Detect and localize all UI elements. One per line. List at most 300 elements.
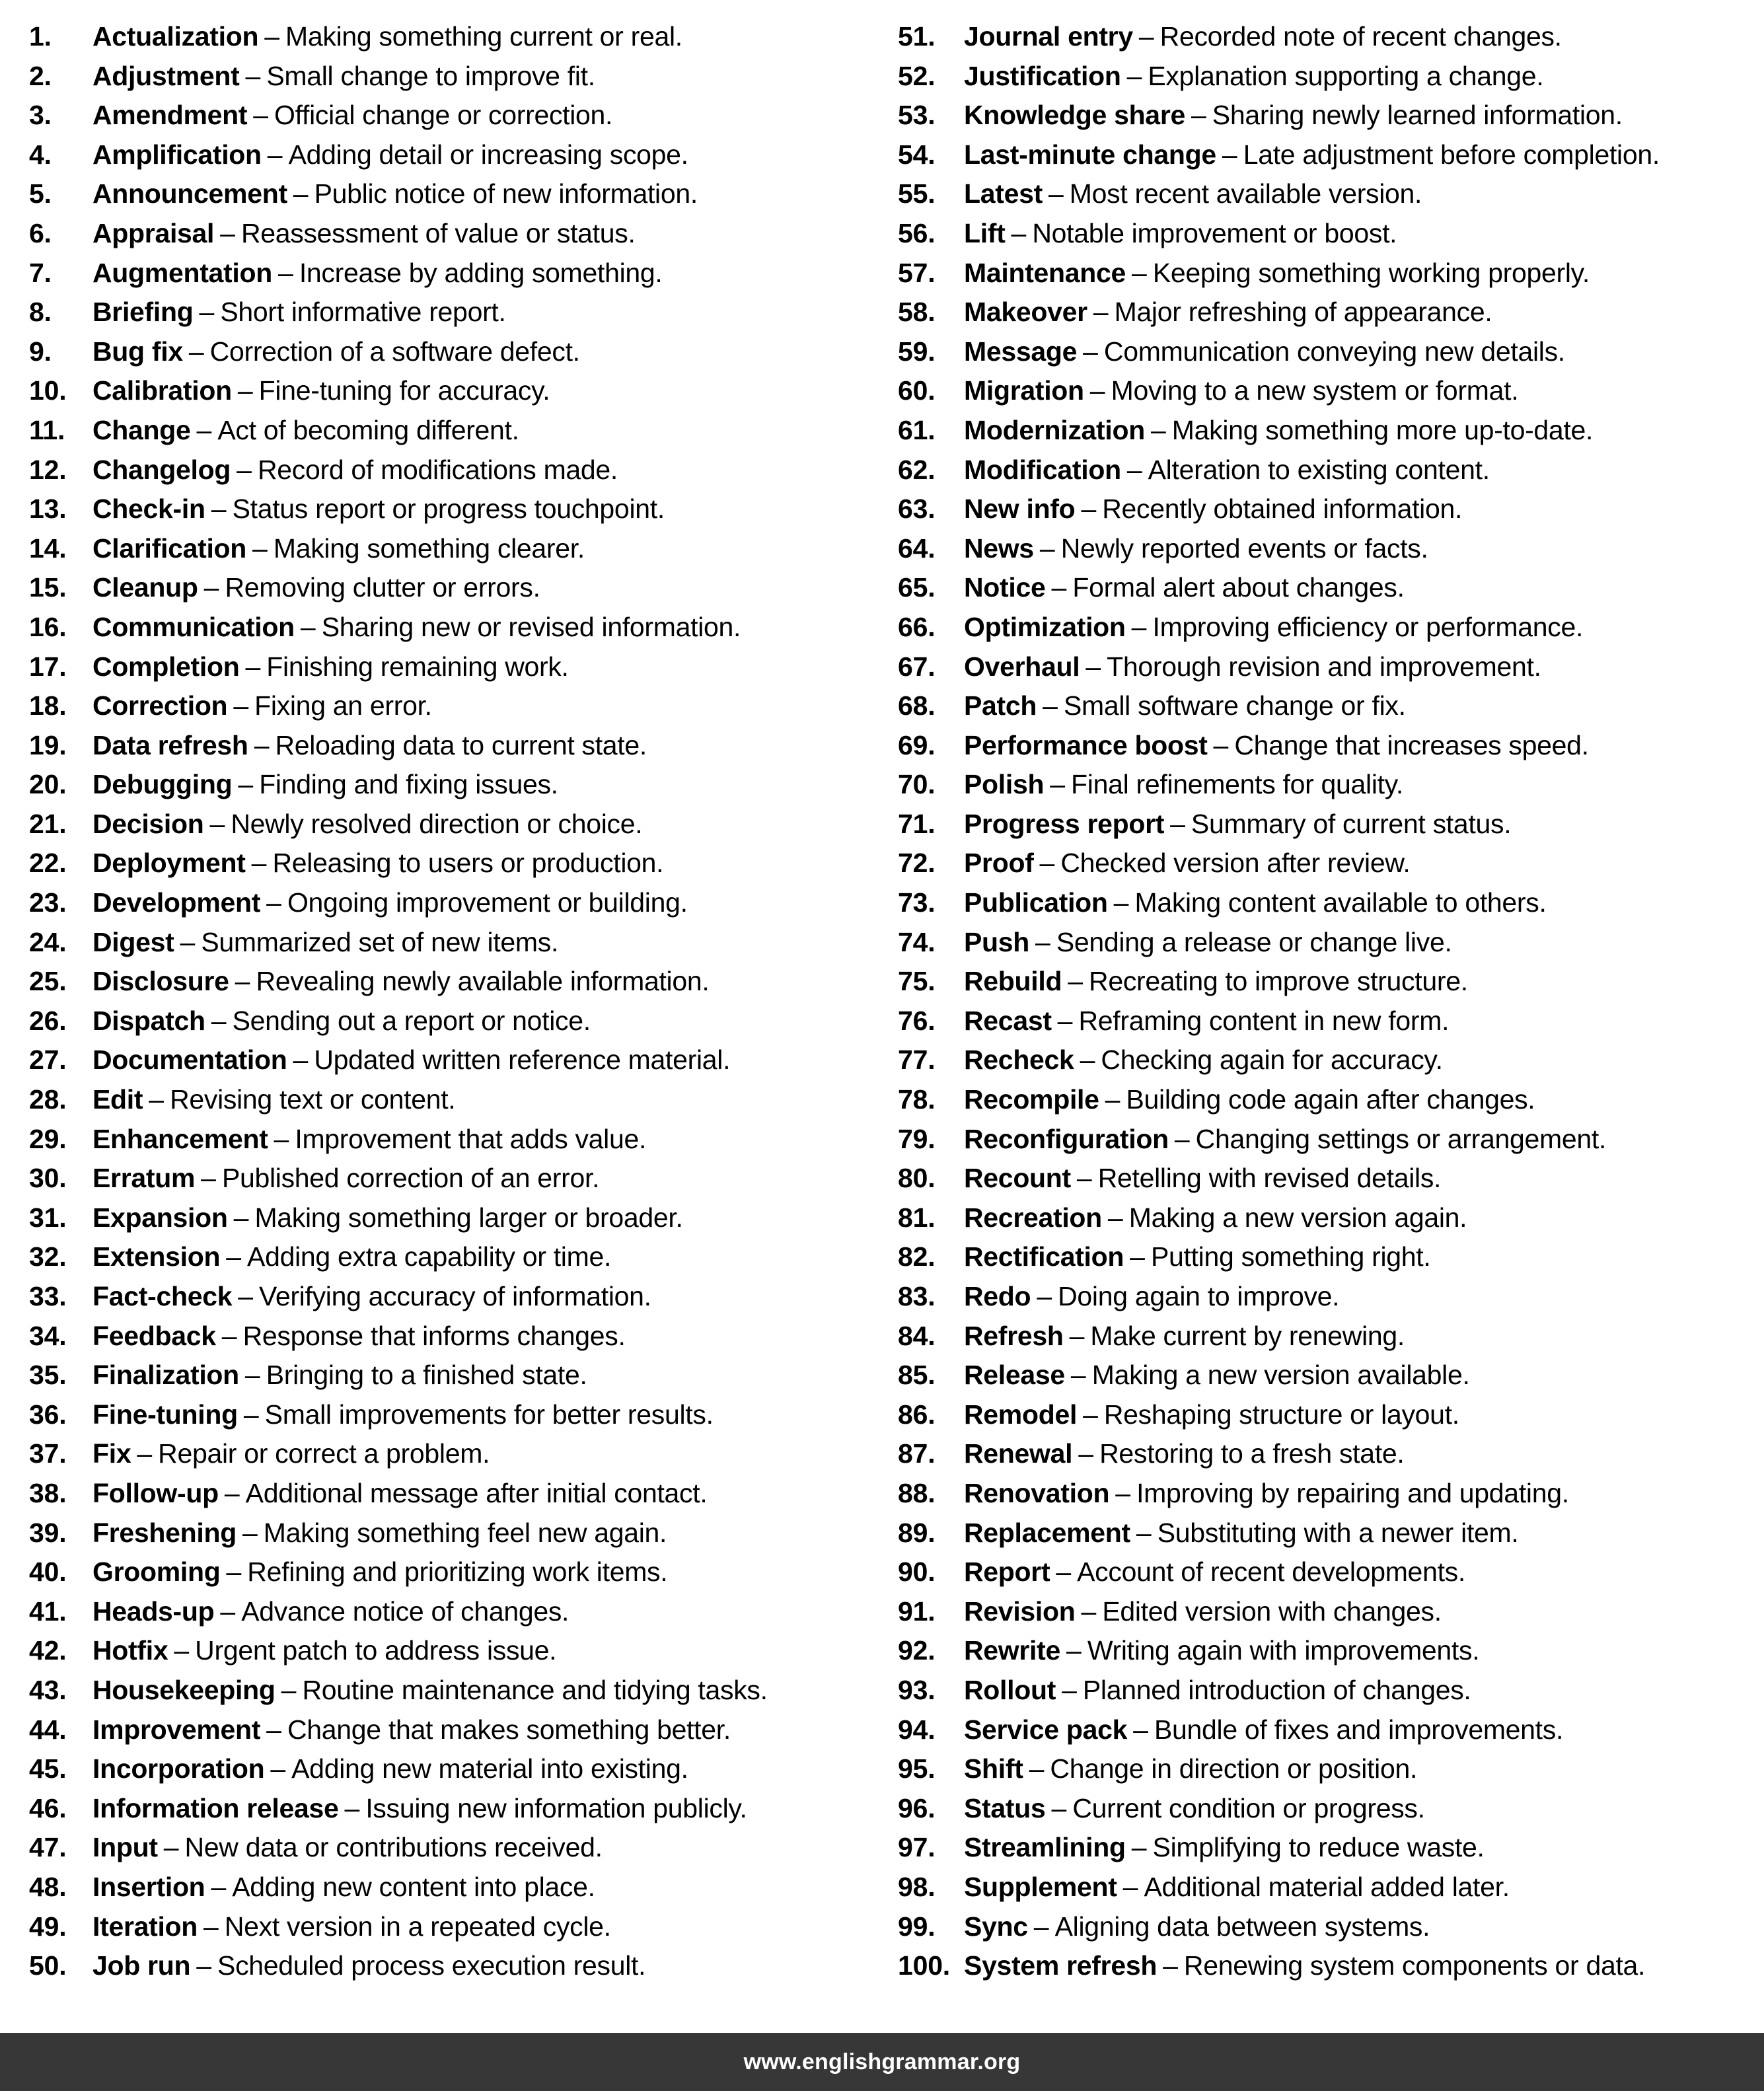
list-item-separator: – <box>1076 1163 1092 1194</box>
list-item <box>898 214 1757 254</box>
list-item-term: Input <box>92 1832 158 1863</box>
list-item-definition: Major refreshing of appearance. <box>1114 297 1492 328</box>
list-item-number: 96. <box>898 1792 936 1823</box>
list-item-separator: – <box>201 1163 216 1194</box>
list-item-definition: Notable improvement or boost. <box>1032 217 1397 248</box>
list-item-separator: – <box>209 808 225 839</box>
list-item-definition: Reloading data to current state. <box>275 729 647 760</box>
list-item-separator: – <box>1051 1792 1067 1823</box>
list-item-term: Completion <box>92 651 240 682</box>
list-item-separator: – <box>1083 1399 1098 1430</box>
list-item-number: 26. <box>29 1005 67 1036</box>
list-item-term: Change <box>92 414 191 445</box>
list-item-definition: Adding extra capability or time. <box>247 1241 612 1272</box>
list-item-separator: – <box>1131 1832 1147 1863</box>
list-item-number: 39. <box>29 1517 67 1548</box>
list-item-definition: Making something more up-to-date. <box>1171 414 1594 445</box>
list-item-definition: Writing again with improvements. <box>1087 1635 1480 1666</box>
list-item <box>898 135 1757 175</box>
list-item-number: 37. <box>29 1438 67 1469</box>
list-item-separator: – <box>221 1320 237 1351</box>
list-item <box>29 686 875 726</box>
list-item-separator: – <box>1035 926 1050 957</box>
list-item-definition: Increase by adding something. <box>299 257 663 288</box>
list-item-number: 69. <box>898 729 936 760</box>
list-item-number: 80. <box>898 1163 936 1194</box>
list-item-definition: Making something current or real. <box>285 21 682 52</box>
list-item-number: 82. <box>898 1241 936 1272</box>
list-item-definition: Small change to improve fit. <box>266 60 595 91</box>
list-item-separator: – <box>224 1477 240 1508</box>
list-item <box>29 1120 875 1159</box>
list-item <box>29 293 875 332</box>
list-item-number: 27. <box>29 1045 67 1076</box>
list-item-term: Maintenance <box>964 257 1126 288</box>
list-item-number: 89. <box>898 1517 936 1548</box>
list-item-separator: – <box>1115 1477 1131 1508</box>
list-item <box>898 1514 1757 1553</box>
list-item-separator: – <box>1126 454 1142 485</box>
list-item-term: Replacement <box>964 1517 1130 1548</box>
list-item-definition: Fine-tuning for accuracy. <box>258 375 550 406</box>
list-item <box>29 883 875 923</box>
list-item-definition: Newly reported events or facts. <box>1060 532 1428 564</box>
list-item-term: Changelog <box>92 454 231 485</box>
list-item-separator: – <box>1062 1674 1077 1705</box>
list-item <box>898 17 1757 57</box>
list-item-number: 98. <box>898 1871 936 1902</box>
list-item <box>898 1710 1757 1750</box>
list-item-term: System refresh <box>964 1950 1158 1981</box>
list-item <box>29 1356 875 1395</box>
list-item-number: 94. <box>898 1714 936 1745</box>
list-item-number: 36. <box>29 1399 67 1430</box>
list-item <box>29 1159 875 1198</box>
list-item-separator: – <box>233 1202 249 1233</box>
list-item-separator: – <box>254 729 270 760</box>
list-item-separator: – <box>1081 494 1097 525</box>
list-item-separator: – <box>242 1517 258 1548</box>
list-item <box>898 1474 1757 1514</box>
list-item-term: Fact-check <box>92 1281 233 1311</box>
list-item <box>29 1631 875 1671</box>
list-item-term: Justification <box>964 60 1121 91</box>
list-item-definition: Changing settings or arrangement. <box>1195 1123 1607 1154</box>
list-item <box>29 1434 875 1474</box>
list-item-number: 53. <box>898 100 936 131</box>
list-item-term: Service pack <box>964 1714 1128 1745</box>
list-item-term: Rebuild <box>964 966 1062 997</box>
list-item <box>29 1041 875 1080</box>
list-item-number: 77. <box>898 1045 936 1076</box>
list-item-definition: Putting something right. <box>1150 1241 1431 1272</box>
list-item-term: Improvement <box>92 1714 261 1745</box>
list-item-number: 50. <box>29 1950 67 1981</box>
list-item <box>29 1868 875 1907</box>
list-item-term: Actualization <box>92 21 259 52</box>
list-item-number: 81. <box>898 1202 936 1233</box>
list-item-term: Recheck <box>964 1045 1074 1076</box>
list-item <box>898 608 1757 647</box>
list-item-definition: Checked version after review. <box>1060 848 1411 879</box>
list-item-separator: – <box>233 690 249 721</box>
list-item-term: Bug fix <box>92 336 183 367</box>
list-item-term: Adjustment <box>92 60 240 91</box>
list-item-separator: – <box>1011 217 1027 248</box>
list-item-term: Edit <box>92 1084 143 1115</box>
list-item-term: Clarification <box>92 532 247 564</box>
list-item-term: Recompile <box>964 1084 1099 1115</box>
list-item-term: News <box>964 532 1034 564</box>
list-item-separator: – <box>1191 100 1206 131</box>
list-item-definition: Refining and prioritizing work items. <box>247 1557 668 1588</box>
list-item-separator: – <box>211 1005 227 1036</box>
list-item-separator: – <box>196 1950 212 1981</box>
list-item-definition: Thorough revision and improvement. <box>1107 651 1541 682</box>
list-item-number: 93. <box>898 1674 936 1705</box>
list-item-number: 6. <box>29 217 52 248</box>
list-item <box>29 174 875 214</box>
list-item-term: Rewrite <box>964 1635 1061 1666</box>
list-item-number: 28. <box>29 1084 67 1115</box>
list-item-term: Hotfix <box>92 1635 168 1666</box>
list-item-number: 17. <box>29 651 67 682</box>
list-item-definition: New data or contributions received. <box>184 1832 603 1863</box>
list-item-term: Data refresh <box>92 729 248 760</box>
list-item <box>29 805 875 844</box>
list-item-number: 99. <box>898 1911 936 1942</box>
list-item-term: Publication <box>964 887 1108 918</box>
list-item-number: 4. <box>29 139 52 170</box>
list-item-term: Amplification <box>92 139 262 170</box>
list-item-separator: – <box>1081 1596 1097 1627</box>
list-item-term: Rollout <box>964 1674 1056 1705</box>
list-item-separator: – <box>180 926 196 957</box>
list-item-term: Deployment <box>92 848 246 879</box>
site-url-label: www.englishgrammar.org <box>743 2049 1021 2074</box>
list-item <box>29 608 875 647</box>
list-item-number: 45. <box>29 1753 67 1784</box>
list-item-number: 9. <box>29 336 52 367</box>
list-item-term: Notice <box>964 572 1046 603</box>
list-item-number: 22. <box>29 848 67 879</box>
list-item <box>898 490 1757 529</box>
list-item-term: Cleanup <box>92 572 198 603</box>
list-item-definition: Retelling with revised details. <box>1097 1163 1442 1194</box>
list-item-number: 79. <box>898 1123 936 1154</box>
list-item-term: Remodel <box>964 1399 1078 1430</box>
list-item-definition: Additional material added later. <box>1144 1871 1510 1902</box>
list-item-term: Rectification <box>964 1241 1124 1272</box>
list-item-separator: – <box>1066 1635 1082 1666</box>
list-item-definition: Sending out a report or notice. <box>232 1005 591 1036</box>
list-item-term: Expansion <box>92 1202 228 1233</box>
list-item <box>898 1592 1757 1632</box>
list-item-term: Announcement <box>92 178 287 209</box>
list-item-definition: Small improvements for better results. <box>264 1399 714 1430</box>
list-item-term: Calibration <box>92 375 232 406</box>
list-item-definition: Recently obtained information. <box>1102 494 1463 525</box>
list-item-definition: Account of recent developments. <box>1077 1557 1465 1588</box>
list-item-term: Renovation <box>964 1477 1110 1508</box>
list-item <box>898 1120 1757 1159</box>
list-item-term: Overhaul <box>964 651 1080 682</box>
list-item-term: Performance boost <box>964 729 1208 760</box>
list-item-separator: – <box>1069 1320 1085 1351</box>
list-item <box>898 411 1757 451</box>
list-item-definition: Change that increases speed. <box>1234 729 1589 760</box>
list-item <box>29 96 875 135</box>
list-item-separator: – <box>1037 1281 1052 1311</box>
list-item-definition: Revealing newly available information. <box>256 966 710 997</box>
list-item <box>898 174 1757 214</box>
list-item-term: Finalization <box>92 1360 239 1391</box>
list-item <box>29 371 875 411</box>
list-item-number: 52. <box>898 60 936 91</box>
list-item-term: Optimization <box>964 611 1126 642</box>
list-item-separator: – <box>226 1241 242 1272</box>
list-item-number: 35. <box>29 1360 67 1391</box>
list-item <box>29 1907 875 1947</box>
list-item-term: Recast <box>964 1005 1052 1036</box>
list-item-separator: – <box>1068 966 1084 997</box>
list-item-definition: Making something larger or broader. <box>254 1202 683 1233</box>
list-item-definition: Improving by repairing and updating. <box>1136 1477 1569 1508</box>
list-item-term: Briefing <box>92 297 194 328</box>
list-item-number: 62. <box>898 454 936 485</box>
list-item <box>29 1395 875 1435</box>
list-item-term: Iteration <box>92 1911 198 1942</box>
list-item-separator: – <box>1085 651 1101 682</box>
list-item-term: Patch <box>964 690 1037 721</box>
list-item <box>29 451 875 490</box>
list-item <box>898 883 1757 923</box>
list-item-number: 95. <box>898 1753 936 1784</box>
list-item-number: 56. <box>898 217 936 248</box>
list-item-separator: – <box>1113 887 1129 918</box>
list-item <box>29 568 875 608</box>
list-item-term: Push <box>964 926 1030 957</box>
list-item <box>898 57 1757 96</box>
list-item <box>29 529 875 569</box>
list-item-definition: Moving to a new system or format. <box>1111 375 1519 406</box>
list-item-definition: Routine maintenance and tidying tasks. <box>302 1674 768 1705</box>
list-item-definition: Edited version with changes. <box>1102 1596 1442 1627</box>
list-item-separator: – <box>1133 1714 1148 1745</box>
list-item-definition: Releasing to users or production. <box>272 848 664 879</box>
list-item-number: 7. <box>29 257 52 288</box>
list-item-definition: Public notice of new information. <box>314 178 698 209</box>
list-item-definition: Summary of current status. <box>1191 808 1512 839</box>
footer-bar <box>0 2033 1764 2091</box>
list-item-definition: Making a new version available. <box>1091 1360 1470 1391</box>
list-item-separator: – <box>344 1792 360 1823</box>
list-item-term: Knowledge share <box>964 100 1185 131</box>
list-item-separator: – <box>252 532 268 564</box>
list-item-term: Follow-up <box>92 1477 219 1508</box>
list-item <box>29 1514 875 1553</box>
list-item <box>29 1080 875 1120</box>
list-item-definition: Act of becoming different. <box>217 414 519 445</box>
list-item <box>898 1080 1757 1120</box>
list-item-number: 73. <box>898 887 936 918</box>
list-item-separator: – <box>163 1832 179 1863</box>
list-item-number: 32. <box>29 1241 67 1272</box>
list-item-definition: Status report or progress touchpoint. <box>232 494 665 525</box>
list-item <box>898 1237 1757 1277</box>
list-item <box>898 765 1757 805</box>
list-item-separator: – <box>1039 848 1055 879</box>
list-item-definition: Checking again for accuracy. <box>1101 1045 1443 1076</box>
list-item-number: 12. <box>29 454 67 485</box>
list-item-definition: Ongoing improvement or building. <box>287 887 688 918</box>
list-item-definition: Updated written reference material. <box>314 1045 731 1076</box>
list-item-term: Digest <box>92 926 174 957</box>
list-item <box>898 1631 1757 1671</box>
list-item-separator: – <box>199 297 215 328</box>
list-item-number: 60. <box>898 375 936 406</box>
list-item-separator: – <box>1130 1241 1145 1272</box>
list-item-separator: – <box>1136 1517 1152 1548</box>
list-item-term: Makeover <box>964 297 1087 328</box>
list-item-definition: Small software change or fix. <box>1063 690 1406 721</box>
list-item-number: 44. <box>29 1714 67 1745</box>
list-item <box>898 1868 1757 1907</box>
list-item-definition: Fixing an error. <box>254 690 432 721</box>
list-item-number: 21. <box>29 808 67 839</box>
list-item-definition: Adding new material into existing. <box>291 1753 688 1784</box>
list-item-definition: Final refinements for quality. <box>1071 769 1404 800</box>
list-item-separator: – <box>1083 336 1098 367</box>
list-item-term: Fine-tuning <box>92 1399 238 1430</box>
list-item <box>29 1198 875 1238</box>
list-item-definition: Communication conveying new details. <box>1103 336 1565 367</box>
right-column <box>882 17 1764 2033</box>
list-item-number: 78. <box>898 1084 936 1115</box>
list-item-definition: Adding new content into place. <box>232 1871 595 1902</box>
list-item-separator: – <box>1078 1438 1094 1469</box>
list-item-definition: Published correction of an error. <box>221 1163 600 1194</box>
list-item-definition: Making something clearer. <box>273 532 585 564</box>
list-item-term: Message <box>964 336 1078 367</box>
list-item-number: 15. <box>29 572 67 603</box>
list-item-number: 59. <box>898 336 936 367</box>
list-item <box>29 923 875 963</box>
list-item-definition: Summarized set of new items. <box>201 926 559 957</box>
list-item-term: Renewal <box>964 1438 1073 1469</box>
list-item-separator: – <box>235 966 250 997</box>
list-item <box>898 686 1757 726</box>
list-item-number: 38. <box>29 1477 67 1508</box>
list-item-separator: – <box>237 375 253 406</box>
list-item-term: Information release <box>92 1792 339 1823</box>
list-item-term: Supplement <box>964 1871 1117 1902</box>
list-item-term: Housekeeping <box>92 1674 276 1705</box>
list-item <box>898 1317 1757 1356</box>
list-item-definition: Bringing to a finished state. <box>266 1360 587 1391</box>
list-item-number: 67. <box>898 651 936 682</box>
list-item-term: Modification <box>964 454 1121 485</box>
list-item-definition: Recorded note of recent changes. <box>1159 21 1562 52</box>
list-item-definition: Sending a release or change live. <box>1056 926 1452 957</box>
list-item-definition: Bundle of fixes and improvements. <box>1154 1714 1564 1745</box>
list-item-term: Fix <box>92 1438 131 1469</box>
list-item-number: 23. <box>29 887 67 918</box>
list-item-number: 100. <box>898 1950 950 1981</box>
list-item-definition: Issuing new information publicly. <box>365 1792 747 1823</box>
list-item-separator: – <box>266 887 281 918</box>
list-item-term: Modernization <box>964 414 1145 445</box>
list-item-term: Heads-up <box>92 1596 215 1627</box>
list-item-definition: Change in direction or position. <box>1050 1753 1418 1784</box>
list-item-term: Recount <box>964 1163 1071 1194</box>
list-item-definition: Making something feel new again. <box>263 1517 667 1548</box>
list-item-term: Enhancement <box>92 1123 268 1154</box>
list-item <box>898 1553 1757 1592</box>
list-item-separator: – <box>253 100 269 131</box>
list-item-definition: Improving efficiency or performance. <box>1152 611 1584 642</box>
list-item-number: 29. <box>29 1123 67 1154</box>
list-item-number: 47. <box>29 1832 67 1863</box>
list-item-number: 43. <box>29 1674 67 1705</box>
list-item-separator: – <box>238 769 254 800</box>
list-item <box>29 17 875 57</box>
list-item-separator: – <box>174 1635 190 1666</box>
list-item-term: Documentation <box>92 1045 287 1076</box>
list-item-number: 8. <box>29 297 52 328</box>
list-item-term: Extension <box>92 1241 221 1272</box>
list-item-term: Debugging <box>92 769 233 800</box>
list-item-number: 16. <box>29 611 67 642</box>
list-item <box>898 923 1757 963</box>
list-item <box>898 293 1757 332</box>
list-item-term: Shift <box>964 1753 1023 1784</box>
list-item-separator: – <box>1089 375 1105 406</box>
list-item-number: 61. <box>898 414 936 445</box>
list-item <box>898 1828 1757 1868</box>
list-item-separator: – <box>211 494 227 525</box>
list-item <box>898 1946 1757 1986</box>
list-item <box>898 1198 1757 1238</box>
list-item-term: Check-in <box>92 494 205 525</box>
list-item <box>29 332 875 372</box>
list-item-term: Correction <box>92 690 228 721</box>
list-item-term: Release <box>964 1360 1065 1391</box>
list-item-definition: Change that makes something better. <box>287 1714 731 1745</box>
list-item-term: New info <box>964 494 1076 525</box>
list-item <box>898 844 1757 883</box>
list-item-number: 76. <box>898 1005 936 1036</box>
list-item-separator: – <box>203 1911 219 1942</box>
list-item <box>29 1710 875 1750</box>
list-item-term: Refresh <box>964 1320 1064 1351</box>
list-item-separator: – <box>274 1123 289 1154</box>
list-item-number: 41. <box>29 1596 67 1627</box>
list-item-definition: Make current by renewing. <box>1090 1320 1405 1351</box>
list-item <box>29 254 875 293</box>
list-item-definition: Short informative report. <box>220 297 506 328</box>
list-item-separator: – <box>1150 414 1166 445</box>
list-item-definition: Restoring to a fresh state. <box>1099 1438 1405 1469</box>
list-item-definition: Repair or correct a problem. <box>158 1438 490 1469</box>
list-item-number: 66. <box>898 611 936 642</box>
list-item-separator: – <box>1039 532 1055 564</box>
list-item-term: Disclosure <box>92 966 229 997</box>
list-item-definition: Removing clutter or errors. <box>225 572 540 603</box>
list-item-separator: – <box>264 21 280 52</box>
list-item-definition: Next version in a repeated cycle. <box>224 1911 611 1942</box>
list-item-term: Journal entry <box>964 21 1133 52</box>
